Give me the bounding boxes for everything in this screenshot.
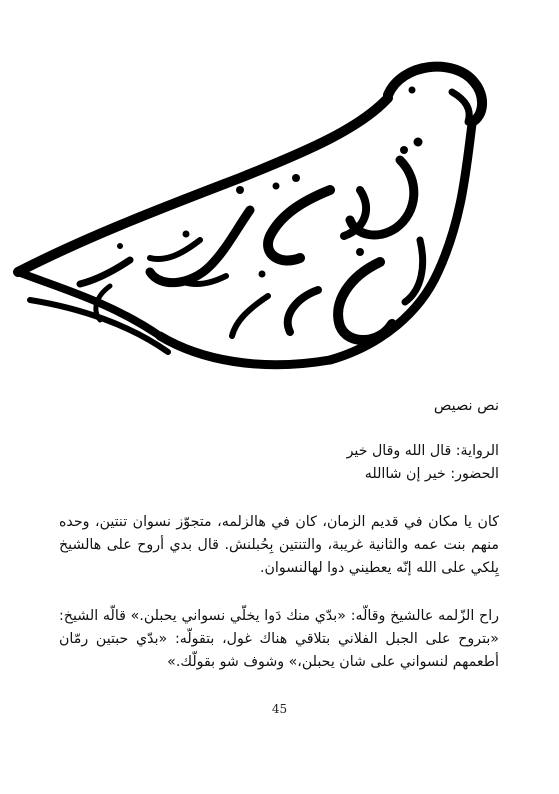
paragraph-2 xyxy=(59,605,499,674)
paragraph-text: كان يا مكان في قديم الزمان، كان في هالزلمه، متجوّز نسوان تنتين، وحده منهم بنت عمه والثانية غريبة، والتنتين بِحُبلنش. قال بدي أروح على هالشيخ يِلكي على الله إنّه يعطيني دوا لهالنسوان. xyxy=(59,514,499,576)
attendance-line: الحضور: خير إن شاالله xyxy=(364,466,499,482)
bird-calligraphy-illustration xyxy=(0,40,559,400)
letter-stroke xyxy=(80,260,130,284)
letter-stroke xyxy=(268,190,330,261)
letter-stroke xyxy=(405,240,423,302)
story-title: نص نصيص xyxy=(433,398,499,414)
paragraph-1 xyxy=(59,511,499,580)
story-meta xyxy=(59,440,499,486)
paragraph-text: راح الزّلمه عالشيخ وقالّه: «بدّي منك دَوا يخلّي نسواني يحبلن.» قالّه الشيخ: «بتروح على الجبل الفلاني بتلاقي هناك غول، بتقولّه: «بدّي حبتين رمّان أطعمهم لنسواني على شان يحبلن،» وشوف شو بقولّك.» xyxy=(59,608,499,670)
bird-belly-stroke xyxy=(160,336,330,365)
bird-eye xyxy=(409,87,416,94)
letter-stroke xyxy=(150,240,200,259)
letter-stroke xyxy=(232,296,268,336)
bird-beak-stroke xyxy=(452,92,469,122)
letter-stroke xyxy=(288,290,318,332)
letter-stroke xyxy=(150,210,250,283)
narration-line: الرواية: قال الله وقال خير xyxy=(346,443,499,459)
page-number: 45 xyxy=(271,702,288,716)
bird-back-stroke xyxy=(18,98,388,272)
calligraphy-letters xyxy=(80,160,423,340)
letter-stroke xyxy=(338,262,392,340)
